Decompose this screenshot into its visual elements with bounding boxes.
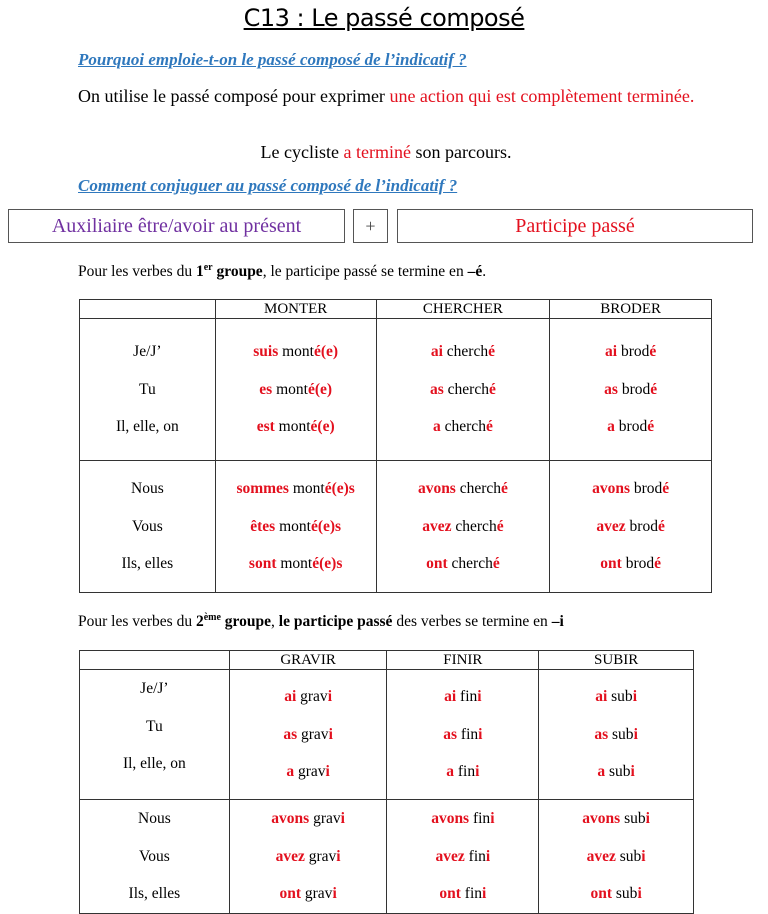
participle-ending: i	[482, 885, 487, 902]
participle-stem: fin	[460, 885, 483, 902]
pronoun: Je/J’	[140, 680, 169, 697]
conjugated-form	[230, 753, 387, 791]
participle-stem: fin	[454, 763, 476, 781]
intro-text: Pour les verbes du	[78, 263, 196, 281]
participle-stem: sub	[607, 688, 633, 706]
participle-ending: é	[501, 480, 508, 498]
auxiliary: ont	[439, 885, 461, 902]
auxiliary: avez	[596, 517, 626, 535]
conjugated-form	[539, 678, 693, 716]
participle-ending: i	[633, 725, 638, 743]
agreement-mark: (e)	[314, 380, 333, 398]
conjugated-form	[230, 838, 387, 876]
participle-ending: i	[336, 847, 341, 865]
question-heading-conjugation: Comment conjuguer au passé composé de l’indicatif ?	[78, 176, 458, 195]
pronoun: Vous	[132, 517, 163, 535]
conjugated-form	[377, 470, 550, 508]
conjugated-form	[387, 716, 538, 754]
formula-auxiliary-box	[8, 209, 345, 243]
pronoun-cell-singular	[80, 319, 216, 461]
auxiliary: as	[429, 380, 444, 398]
participle-stem: cherch	[442, 343, 489, 361]
auxiliary: a	[433, 418, 441, 436]
conjugated-form	[387, 800, 538, 838]
participle-stem: sub	[615, 847, 642, 865]
agreement-mark: (e)s	[319, 555, 343, 573]
auxiliary: avons	[271, 810, 310, 827]
participle-stem: cherch	[443, 380, 489, 398]
conjugated-form	[550, 508, 711, 546]
participle-stem: cherch	[447, 555, 493, 573]
participle-stem: sub	[612, 885, 638, 902]
conj-cell	[215, 461, 376, 593]
example-start: Le cycliste	[260, 142, 344, 162]
participle-stem: grav	[294, 763, 326, 781]
participle-ending: é	[307, 380, 315, 398]
participle-stem: brod	[630, 480, 663, 498]
example-verb: a terminé	[343, 142, 411, 162]
conjugated-form	[539, 875, 693, 913]
question-heading-usage: Pourquoi emploie-t-on le passé composé de l’indicatif ?	[78, 50, 467, 69]
header-monter: MONTER	[215, 300, 376, 319]
auxiliary: avons	[417, 480, 456, 498]
header-subir: SUBIR	[539, 651, 694, 670]
auxiliary: as	[594, 725, 609, 743]
conj-cell	[376, 461, 550, 593]
participle-stem: grav	[297, 725, 329, 743]
example-end: son parcours.	[410, 142, 512, 162]
group-word: groupe	[220, 613, 272, 631]
conjugated-form	[230, 716, 387, 754]
auxiliary: ai	[430, 343, 443, 361]
conj-cell	[539, 670, 694, 800]
auxiliary: as	[283, 725, 298, 743]
pronoun-cell-plural	[80, 800, 230, 914]
conjugated-form	[387, 753, 538, 791]
header-finir: FINIR	[387, 651, 539, 670]
pronoun: Nous	[138, 810, 171, 827]
conjugated-form	[377, 371, 550, 409]
header-gravir: GRAVIR	[229, 651, 387, 670]
conjugated-form	[550, 333, 711, 371]
participle-stem: grav	[296, 688, 328, 706]
participle-stem: grav	[301, 885, 333, 902]
participle-stem: fin	[457, 725, 479, 743]
intro-text-2: , le participe passé se termine en	[262, 263, 468, 281]
conjugated-form	[230, 800, 387, 838]
conjugated-form	[539, 800, 693, 838]
auxiliary: êtes	[250, 517, 276, 535]
participle-ending: é	[310, 517, 318, 535]
participle-stem: cherch	[455, 480, 502, 498]
conjugated-form	[377, 545, 550, 583]
participle-stem: fin	[469, 810, 491, 827]
participle-stem: brod	[614, 418, 648, 436]
agreement-mark: (e)	[320, 343, 339, 361]
auxiliary: ai	[444, 688, 457, 706]
auxiliary: ont	[590, 885, 613, 902]
example-sentence	[0, 142, 768, 163]
participle-stem: sub	[608, 725, 634, 743]
pronoun: Ils, elles	[121, 555, 174, 573]
participle-stem: mont	[276, 555, 313, 573]
pronoun-cell-singular	[80, 670, 230, 800]
participle-ending: i	[632, 688, 637, 706]
participle-ending: é	[649, 343, 657, 361]
auxiliary: es	[259, 380, 273, 398]
conjugated-form	[539, 838, 693, 876]
group-ordinal: er	[203, 262, 213, 273]
formula-auxiliary: Auxiliaire être/avoir au présent	[51, 214, 302, 237]
auxiliary: suis	[253, 343, 279, 361]
auxiliary: ai	[605, 343, 618, 361]
conjugated-form	[550, 371, 711, 409]
conj-cell	[550, 319, 712, 461]
auxiliary: a	[607, 418, 615, 436]
auxiliary: avez	[435, 847, 465, 865]
ending: –é	[467, 263, 483, 281]
participle-ending: é	[647, 418, 655, 436]
pronoun-cell-plural	[80, 461, 216, 593]
participle-ending: i	[340, 810, 345, 827]
participle-ending: i	[327, 688, 332, 706]
auxiliary: avons	[582, 810, 621, 827]
usage-paragraph	[78, 84, 718, 108]
pronoun: Il, elle, on	[115, 418, 179, 436]
auxiliary: avons	[592, 480, 630, 498]
auxiliary: a	[446, 763, 455, 781]
participle-ending: é	[313, 343, 321, 361]
participle-ending: é	[654, 555, 661, 573]
group-number: 1	[195, 263, 204, 281]
ending: –i	[551, 613, 564, 631]
auxiliary: sommes	[236, 480, 289, 498]
group1-table	[79, 299, 712, 593]
table-row-plural	[80, 800, 694, 914]
participle-ending: i	[477, 688, 482, 706]
participle-ending: é	[650, 380, 658, 398]
conjugated-form	[539, 716, 693, 754]
participle-ending: i	[630, 763, 635, 781]
table-header-row	[80, 651, 694, 670]
conjugated-form	[216, 470, 376, 508]
participle-ending: é	[492, 555, 500, 573]
conj-cell	[539, 800, 694, 914]
agreement-mark: (e)s	[317, 517, 342, 535]
table-row-singular	[80, 319, 712, 461]
intro-end: .	[482, 263, 487, 281]
participle-stem: mont	[274, 418, 311, 436]
intro-text-3: des verbes se termine en	[392, 613, 552, 631]
auxiliary: ont	[426, 555, 448, 573]
auxiliary: as	[443, 725, 458, 743]
group-word: groupe	[212, 263, 263, 281]
participle-ending: é	[310, 418, 318, 436]
header-chercher: CHERCHER	[376, 300, 550, 319]
participle-stem: fin	[456, 688, 478, 706]
participle-ending: é	[657, 517, 665, 535]
participle-stem: grav	[309, 810, 341, 827]
conjugated-form	[216, 508, 376, 546]
conjugated-form	[387, 678, 538, 716]
auxiliary: avez	[586, 847, 616, 865]
participle-stem: mont	[272, 380, 308, 398]
intro-text: Pour les verbes du	[78, 613, 196, 631]
conj-cell	[387, 800, 539, 914]
participle-ending: é	[485, 418, 493, 436]
participle-ending: é	[488, 343, 495, 361]
auxiliary: a	[597, 763, 606, 781]
conjugated-form	[216, 333, 376, 371]
participle-stem: brod	[621, 555, 655, 573]
table-header-row	[80, 300, 712, 319]
plus-icon: +	[365, 215, 376, 236]
participle-stem: mont	[278, 343, 314, 361]
header-empty	[80, 300, 216, 319]
participle-ending: i	[490, 810, 495, 827]
group-number: 2	[195, 613, 204, 631]
formula-plus-box	[353, 209, 388, 243]
group2-table	[79, 650, 694, 914]
agreement-mark: (e)	[317, 418, 335, 436]
participle-ending: i	[478, 725, 483, 743]
conj-cell	[376, 319, 550, 461]
auxiliary: sont	[248, 555, 277, 573]
participle-ending: i	[645, 810, 650, 827]
conj-cell	[387, 670, 539, 800]
group1-intro	[78, 262, 486, 281]
conj-cell	[550, 461, 712, 593]
auxiliary: avez	[422, 517, 452, 535]
participle-ending: i	[475, 763, 480, 781]
participle-ending: i	[332, 885, 337, 902]
auxiliary: as	[604, 380, 618, 398]
participle-ending: é	[496, 517, 504, 535]
auxiliary: est	[256, 418, 275, 436]
auxiliary: ont	[279, 885, 302, 902]
pronoun: Tu	[139, 380, 156, 398]
table-row-singular	[80, 670, 694, 800]
auxiliary: ai	[595, 688, 608, 706]
participle-stem: cherch	[440, 418, 486, 436]
header-empty	[80, 651, 230, 670]
pronoun: Je/J’	[133, 343, 162, 361]
participle-stem: cherch	[451, 517, 497, 535]
conjugated-form	[216, 545, 376, 583]
conjugated-form	[550, 470, 711, 508]
conjugated-form	[550, 545, 711, 583]
table-row-plural	[80, 461, 712, 593]
conj-cell	[229, 670, 387, 800]
pronoun: Il, elle, on	[122, 755, 186, 772]
participle-stem: brod	[617, 343, 650, 361]
participle-stem: sub	[620, 810, 646, 827]
conj-cell	[229, 800, 387, 914]
participle-stem: fin	[464, 847, 486, 865]
participle-ending: é	[312, 555, 320, 573]
pronoun: Vous	[139, 847, 170, 865]
participle-ending: é	[662, 480, 670, 498]
conjugated-form	[387, 838, 538, 876]
participle-stem: brod	[617, 380, 651, 398]
conj-cell	[215, 319, 376, 461]
participle-ending: i	[328, 725, 333, 743]
pronoun: Ils, elles	[128, 885, 181, 902]
group2-intro	[78, 612, 564, 631]
conjugated-form	[550, 408, 711, 446]
conjugated-form	[387, 875, 538, 913]
conjugated-form	[539, 753, 693, 791]
usage-highlight: une action qui est complètement terminée.	[389, 86, 695, 106]
participle-stem: sub	[605, 763, 631, 781]
conjugated-form	[216, 371, 376, 409]
conjugated-form	[216, 408, 376, 446]
participle-ending: é	[324, 480, 332, 498]
participle-stem: mont	[275, 517, 311, 535]
auxiliary: ai	[284, 688, 297, 706]
conjugated-form	[377, 333, 550, 371]
participle-stem: grav	[304, 847, 337, 865]
participle-ending: é	[488, 380, 496, 398]
conjugated-form	[230, 678, 387, 716]
header-broder: BRODER	[550, 300, 712, 319]
group-ordinal: ème	[203, 612, 221, 623]
conjugated-form	[377, 508, 550, 546]
conjugated-form	[230, 875, 387, 913]
page-title: C13 : Le passé composé	[243, 4, 525, 32]
auxiliary: ont	[600, 555, 622, 573]
participle-term: le participe passé	[278, 613, 393, 631]
participle-ending: i	[641, 847, 646, 865]
participle-stem: mont	[288, 480, 325, 498]
participle-ending: i	[485, 847, 491, 865]
agreement-mark: (e)s	[331, 480, 355, 498]
pronoun: Tu	[146, 717, 163, 735]
auxiliary: avons	[431, 810, 470, 827]
participle-ending: i	[325, 763, 330, 781]
auxiliary: a	[286, 763, 295, 781]
formula-participle-box	[397, 209, 753, 243]
pronoun: Nous	[131, 480, 164, 498]
auxiliary: avez	[275, 847, 305, 865]
formula-participle: Participe passé	[515, 214, 635, 237]
intro-text-2: ,	[271, 613, 279, 631]
usage-text: On utilise le passé composé pour exprimer	[78, 86, 390, 106]
conjugated-form	[377, 408, 550, 446]
participle-stem: brod	[625, 517, 658, 535]
participle-ending: i	[637, 885, 642, 902]
